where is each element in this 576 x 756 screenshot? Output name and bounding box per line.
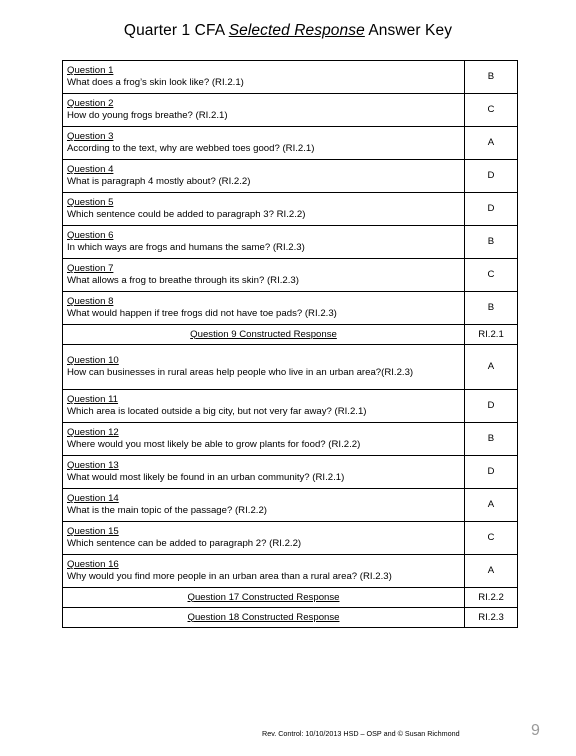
question-cell xyxy=(63,456,465,489)
question-text: Why would you find more people in an urban area than a rural area? (RI.2.3) xyxy=(67,571,392,582)
question-label: Question 5 xyxy=(67,197,114,208)
question-row xyxy=(63,127,518,160)
question-label: Question 11 xyxy=(67,394,119,405)
question-row xyxy=(63,456,518,489)
question-row xyxy=(63,61,518,94)
answer-cell: B xyxy=(465,423,518,456)
question-cell xyxy=(63,345,465,390)
question-label: Question 14 xyxy=(67,493,119,504)
title-suffix: Answer Key xyxy=(364,22,453,39)
question-row xyxy=(63,423,518,456)
question-label: Question 6 xyxy=(67,230,114,241)
question-label: Question 8 xyxy=(67,296,114,307)
question-label: Question 15 xyxy=(67,526,119,537)
question-cell xyxy=(63,555,465,588)
question-row xyxy=(63,259,518,292)
answer-cell: B xyxy=(465,226,518,259)
question-row xyxy=(63,390,518,423)
page-title xyxy=(0,22,576,40)
question-text: How do young frogs breathe? (RI.2.1) xyxy=(67,110,228,121)
question-label: Question 10 xyxy=(67,355,119,366)
answer-key-table xyxy=(62,60,518,628)
question-row xyxy=(63,489,518,522)
answer-cell: D xyxy=(465,160,518,193)
answer-cell: A xyxy=(465,489,518,522)
question-text: Which area is located outside a big city, but not very far away? (RI.2.1) xyxy=(67,406,367,417)
question-text: What does a frog’s skin look like? (RI.2.1) xyxy=(67,77,244,88)
question-text: What is the main topic of the passage? (RI.2.2) xyxy=(67,505,267,516)
question-row xyxy=(63,193,518,226)
question-row xyxy=(63,94,518,127)
constructed-response-row xyxy=(63,608,518,628)
question-cell xyxy=(63,193,465,226)
question-label: Question 12 xyxy=(67,427,119,438)
question-text: What is paragraph 4 mostly about? (RI.2.2) xyxy=(67,176,251,187)
title-prefix: Quarter 1 CFA xyxy=(123,22,229,39)
answer-cell: B xyxy=(465,292,518,325)
answer-cell: C xyxy=(465,522,518,555)
question-label: Question 3 xyxy=(67,131,114,142)
standard-cell: RI.2.1 xyxy=(465,325,518,345)
question-label: Question 2 xyxy=(67,98,114,109)
question-cell xyxy=(63,423,465,456)
question-cell xyxy=(63,127,465,160)
question-cell xyxy=(63,94,465,127)
question-text: According to the text, why are webbed toes good? (RI.2.1) xyxy=(67,143,315,154)
question-text: Where would you most likely be able to grow plants for food? (RI.2.2) xyxy=(67,439,361,450)
question-cell xyxy=(63,489,465,522)
constructed-response-row xyxy=(63,588,518,608)
question-label: Question 13 xyxy=(67,460,119,471)
question-row xyxy=(63,160,518,193)
footer-text: Rev. Control: 10/10/2013 HSD – OSP and © Susan Richmond xyxy=(262,729,460,738)
answer-cell: A xyxy=(465,555,518,588)
question-row xyxy=(63,345,518,390)
question-cell xyxy=(63,390,465,423)
answer-cell: A xyxy=(465,345,518,390)
title-underlined: Selected Response xyxy=(228,22,365,39)
question-label: Question 16 xyxy=(67,559,119,570)
question-row xyxy=(63,555,518,588)
question-cell xyxy=(63,61,465,94)
page-number: 9 xyxy=(531,722,540,739)
question-cell xyxy=(63,292,465,325)
constructed-response-label: Question 17 Constructed Response xyxy=(63,588,465,608)
answer-cell: D xyxy=(465,193,518,226)
question-row xyxy=(63,292,518,325)
standard-cell: RI.2.2 xyxy=(465,588,518,608)
constructed-response-row xyxy=(63,325,518,345)
answer-cell: A xyxy=(465,127,518,160)
question-cell xyxy=(63,259,465,292)
question-label: Question 4 xyxy=(67,164,114,175)
question-label: Question 7 xyxy=(67,263,114,274)
answer-cell: B xyxy=(465,61,518,94)
answer-cell: C xyxy=(465,259,518,292)
answer-cell: D xyxy=(465,390,518,423)
question-cell xyxy=(63,522,465,555)
question-text: How can businesses in rural areas help people who live in an urban area?(RI.2.3) xyxy=(67,367,414,378)
question-text: What would happen if tree frogs did not have toe pads? (RI.2.3) xyxy=(67,308,337,319)
question-row xyxy=(63,226,518,259)
answer-cell: D xyxy=(465,456,518,489)
question-text: What would most likely be found in an urban community? (RI.2.1) xyxy=(67,472,345,483)
constructed-response-label: Question 18 Constructed Response xyxy=(63,608,465,628)
question-text: Which sentence could be added to paragraph 3? RI.2.2) xyxy=(67,209,306,220)
question-text: Which sentence can be added to paragraph 2? (RI.2.2) xyxy=(67,538,302,549)
question-row xyxy=(63,522,518,555)
question-cell xyxy=(63,226,465,259)
standard-cell: RI.2.3 xyxy=(465,608,518,628)
constructed-response-label: Question 9 Constructed Response xyxy=(63,325,465,345)
answer-cell: C xyxy=(465,94,518,127)
question-text: What allows a frog to breathe through its skin? (RI.2.3) xyxy=(67,275,299,286)
question-cell xyxy=(63,160,465,193)
question-text: In which ways are frogs and humans the same? (RI.2.3) xyxy=(67,242,305,253)
question-label: Question 1 xyxy=(67,65,114,76)
